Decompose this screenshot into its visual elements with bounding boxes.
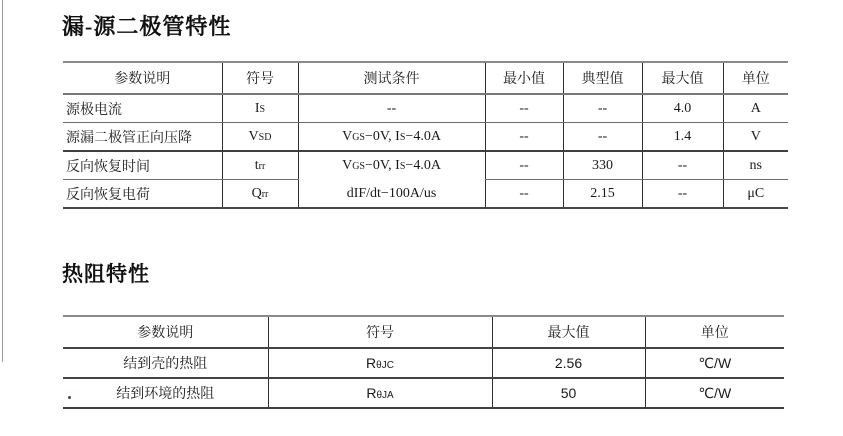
condition-line-1 — [299, 152, 485, 180]
page-edge-line — [2, 0, 3, 362]
condition-text: −0V, I — [364, 128, 400, 144]
col-header-param: 参数说明 — [63, 62, 222, 94]
col-header-max: 最大值 — [642, 62, 723, 94]
max-cell: -- — [642, 151, 723, 180]
unit-cell: ℃/W — [645, 378, 784, 408]
col-header-max: 最大值 — [492, 316, 645, 348]
condition-subscript: GS — [352, 131, 365, 143]
typ-cell: 330 — [563, 151, 642, 180]
thermal-row-junction-to-case — [63, 348, 784, 378]
thermal-table-header-row — [63, 316, 784, 348]
condition-cell: -- — [298, 94, 485, 123]
min-cell: -- — [485, 123, 563, 152]
min-cell: -- — [485, 94, 563, 123]
condition-text: V — [342, 128, 353, 144]
param-cell: 源极电流 — [63, 94, 222, 123]
col-header-typ: 典型值 — [563, 62, 642, 94]
condition-subscript: S — [399, 131, 406, 143]
max-cell: 2.56 — [492, 348, 645, 378]
diode-table-header-row — [63, 62, 788, 94]
condition-text: −4.0A — [405, 128, 441, 144]
symbol-base: R — [366, 355, 377, 371]
min-cell: -- — [485, 151, 563, 180]
diode-row-forward-voltage — [63, 123, 788, 152]
max-cell: 50 — [492, 378, 645, 408]
min-cell: -- — [485, 180, 563, 209]
col-header-test-conditions: 测试条件 — [298, 62, 485, 94]
symbol-subscript: S — [259, 103, 266, 115]
param-cell: 结到壳的热阻 — [63, 348, 268, 378]
max-cell: 4.0 — [642, 94, 723, 123]
symbol-base: R — [366, 385, 377, 401]
col-header-min: 最小值 — [485, 62, 563, 94]
symbol-cell — [222, 123, 298, 152]
stray-dot-artifact — [68, 396, 71, 399]
diode-characteristics-table — [63, 61, 788, 209]
symbol-base: V — [248, 128, 259, 144]
symbol-cell — [222, 180, 298, 209]
symbol-base: Q — [251, 185, 262, 201]
thermal-row-junction-to-ambient — [63, 378, 784, 408]
col-header-symbol: 符号 — [268, 316, 492, 348]
unit-cell: ns — [723, 151, 788, 180]
unit-cell: V — [723, 123, 788, 152]
symbol-cell — [222, 151, 298, 180]
symbol-subscript: rr — [258, 160, 266, 172]
col-header-unit: 单位 — [723, 62, 788, 94]
diode-row-reverse-recovery-time — [63, 151, 788, 180]
condition-line-2: dIF/dt−100A/us — [346, 186, 437, 201]
symbol-base: t — [254, 157, 259, 173]
col-header-unit: 单位 — [645, 316, 784, 348]
symbol-subscript: rr — [261, 188, 269, 200]
param-cell: 反向恢复时间 — [63, 151, 222, 180]
symbol-subscript: SD — [258, 131, 272, 143]
unit-cell: ℃/W — [645, 348, 784, 378]
condition-text: −4.0A — [405, 158, 441, 173]
condition-cell-merged — [298, 151, 485, 208]
thermal-resistance-table — [63, 315, 784, 409]
condition-text: −0V, I — [364, 158, 400, 173]
typ-cell: -- — [563, 123, 642, 152]
symbol-cell — [268, 378, 492, 408]
typ-cell: -- — [563, 94, 642, 123]
condition-text: V — [342, 158, 353, 173]
unit-cell: A — [723, 94, 788, 123]
max-cell: -- — [642, 180, 723, 209]
col-header-param: 参数说明 — [63, 316, 268, 348]
param-cell: 反向恢复电荷 — [66, 187, 150, 203]
thermal-section-title: 热阻特性 — [62, 262, 150, 286]
typ-cell: 2.15 — [563, 180, 642, 209]
symbol-cell — [268, 348, 492, 378]
unit-cell: μC — [723, 180, 788, 209]
param-cell: 源漏二极管正向压降 — [63, 123, 222, 152]
condition-subscript: GS — [352, 161, 365, 172]
diode-row-source-current — [63, 94, 788, 123]
max-cell: 1.4 — [642, 123, 723, 152]
symbol-cell — [222, 94, 298, 123]
symbol-subscript: θJC — [376, 360, 394, 371]
param-cell: 结到环境的热阻 — [116, 385, 215, 401]
condition-subscript: S — [399, 161, 406, 172]
symbol-base: I — [254, 100, 260, 116]
symbol-subscript: θJA — [376, 390, 394, 401]
col-header-symbol: 符号 — [222, 62, 298, 94]
diode-section-title: 漏-源二极管特性 — [62, 14, 232, 39]
condition-cell — [298, 123, 485, 152]
